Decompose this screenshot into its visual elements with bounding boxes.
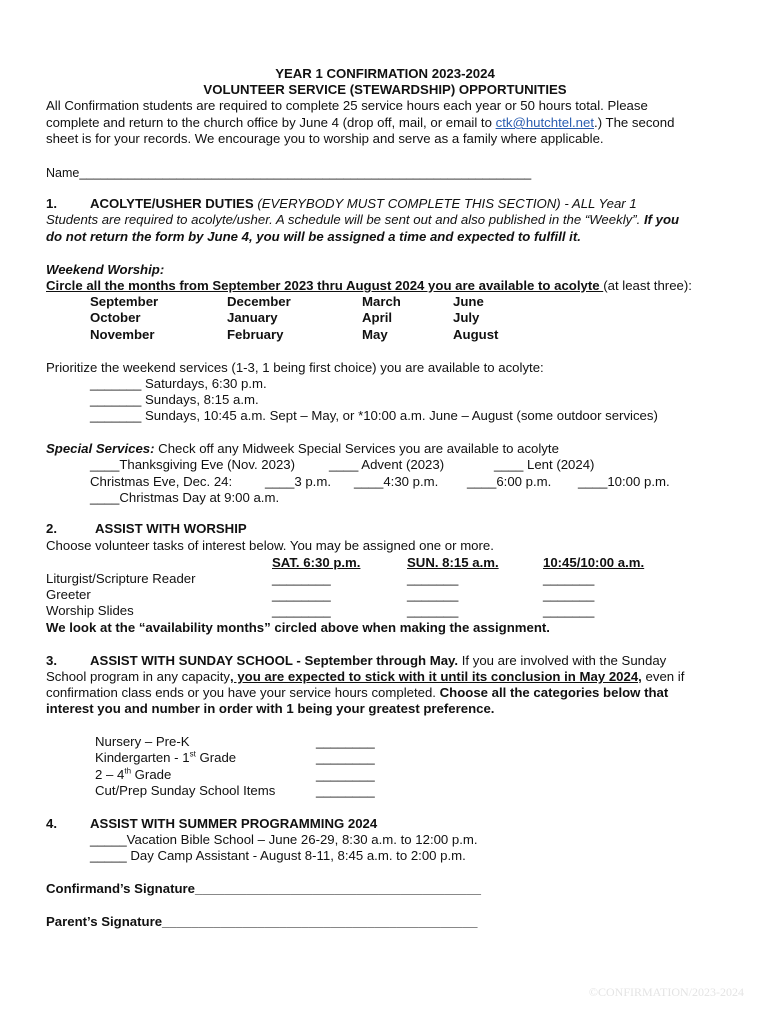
- section-1-note: (EVERYBODY MUST COMPLETE THIS SECTION) - ALL Year 1: [253, 196, 637, 211]
- blank-greeter-sun815[interactable]: _______: [407, 587, 459, 602]
- special-services-label: Special Services:: [46, 441, 155, 456]
- ss-blank-kindergarten[interactable]: ________: [316, 750, 375, 765]
- special-advent[interactable]: ____ Advent (2023): [329, 457, 445, 472]
- circle-months-text: Circle all the months from September 2023 thru August 2024 you are available to acolyte: [46, 278, 604, 293]
- task-worship-slides: Worship Slides: [46, 603, 134, 618]
- christmas-eve-label: Christmas Eve, Dec. 24:: [90, 474, 233, 489]
- special-services-instruction: [46, 441, 559, 457]
- intro-line-2-text: complete and return to the church office by June 4 (drop off, mail, or email to: [46, 115, 496, 130]
- section-3-line-3: [46, 685, 668, 701]
- section-3-number: 3.: [46, 653, 57, 668]
- column-sun-815: SUN. 8:15 a.m.: [407, 555, 499, 570]
- section-4-heading: ASSIST WITH SUMMER PROGRAMMING 2024: [90, 816, 378, 831]
- intro-line-2: [46, 115, 674, 131]
- month-march[interactable]: March: [362, 294, 401, 309]
- section-3-line-2-post: even if: [641, 669, 685, 684]
- section-2-number: 2.: [46, 521, 57, 536]
- ss-item-cut-prep: [95, 783, 275, 799]
- ss-item-grade-2-4: [95, 767, 171, 783]
- month-november[interactable]: November: [90, 327, 155, 342]
- section-3-line-2-pre: School program in any capacity: [46, 669, 230, 684]
- circle-months-instruction: [46, 278, 692, 294]
- section-3-line-4: interest you and number in order with 1 being your greatest preference.: [46, 701, 495, 716]
- section-1-line-2-text: Students are required to acolyte/usher. A schedule will be sent out and also published in the “Weekly”.: [46, 212, 644, 227]
- ss-item-cut-prep-label: Cut/Prep Sunday School Items: [95, 783, 276, 798]
- parent-signature-field[interactable]: Parent’s Signature___________________________________________: [46, 914, 478, 929]
- section-1-title: ACOLYTE/USHER DUTIES: [90, 196, 254, 211]
- task-liturgist: Liturgist/Scripture Reader: [46, 571, 196, 586]
- month-september[interactable]: September: [90, 294, 159, 309]
- section-2-heading: ASSIST WITH WORSHIP: [95, 521, 247, 536]
- special-christmas-day[interactable]: ____Christmas Day at 9:00 a.m.: [90, 490, 280, 505]
- section-1-line-3: do not return the form by June 4, you will be assigned a time and expected to fulfill it.: [46, 229, 581, 244]
- ss-blank-cut-prep[interactable]: ________: [316, 783, 375, 798]
- christmas-eve-3pm[interactable]: ____3 p.m.: [265, 474, 331, 489]
- summer-day-camp[interactable]: _____ Day Camp Assistant - August 8-11, 8:45 a.m. to 2:00 p.m.: [90, 848, 466, 863]
- month-december[interactable]: December: [227, 294, 291, 309]
- blank-slides-sun815[interactable]: _______: [407, 603, 459, 618]
- section-2-note: We look at the “availability months” circled above when making the assignment.: [46, 620, 550, 635]
- month-october[interactable]: October: [90, 310, 141, 325]
- section-4-number: 4.: [46, 816, 57, 831]
- blank-slides-sat[interactable]: ________: [272, 603, 331, 618]
- weekend-worship-label: Weekend Worship:: [46, 262, 165, 277]
- section-1-line-2-bold: If you: [643, 212, 680, 227]
- summer-vbs[interactable]: _____Vacation Bible School – June 26-29, 8:30 a.m. to 12:00 p.m.: [90, 832, 478, 847]
- footer-copyright: ©CONFIRMATION/2023-2024: [588, 985, 744, 999]
- ss-item-nursery-label: Nursery – Pre-K: [95, 734, 190, 749]
- month-january[interactable]: January: [227, 310, 278, 325]
- ss-item-kindergarten-sup: st: [189, 749, 196, 759]
- christmas-eve-6pm[interactable]: ____6:00 p.m.: [467, 474, 552, 489]
- email-link[interactable]: ctk@hutchtel.net: [495, 115, 595, 130]
- month-july[interactable]: July: [453, 310, 480, 325]
- ss-item-kindergarten: [95, 750, 236, 766]
- ss-item-grade-2-4-suffix: Grade: [131, 767, 172, 782]
- task-greeter: Greeter: [46, 587, 91, 602]
- section-1-heading: [90, 196, 637, 212]
- month-may[interactable]: May: [362, 327, 388, 342]
- section-3-heading: ASSIST WITH SUNDAY SCHOOL - September through May.: [90, 653, 459, 668]
- section-1-number: 1.: [46, 196, 57, 211]
- section-3-line-2: [46, 669, 684, 685]
- prioritize-instruction: Prioritize the weekend services (1-3, 1 being first choice) you are available to acolyte:: [46, 360, 544, 375]
- column-sat-630: SAT. 6:30 p.m.: [272, 555, 361, 570]
- blank-liturgist-sun815[interactable]: _______: [407, 571, 459, 586]
- blank-slides-sun1045[interactable]: _______: [543, 603, 595, 618]
- section-2-intro: Choose volunteer tasks of interest below. You may be assigned one or more.: [46, 538, 494, 553]
- ss-item-kindergarten-label: Kindergarten - 1: [95, 750, 190, 765]
- form-subtitle: VOLUNTEER SERVICE (STEWARDSHIP) OPPORTUNITIES: [203, 82, 567, 97]
- blank-liturgist-sat[interactable]: ________: [272, 571, 331, 586]
- month-april[interactable]: April: [362, 310, 393, 325]
- form-title: YEAR 1 CONFIRMATION 2023-2024: [275, 66, 495, 81]
- blank-greeter-sun1045[interactable]: _______: [543, 587, 595, 602]
- confirmand-signature-field[interactable]: Confirmand’s Signature_______________________________________: [46, 881, 482, 896]
- ss-item-kindergarten-suffix: Grade: [195, 750, 237, 765]
- ss-item-grade-2-4-sup: th: [124, 766, 132, 776]
- service-saturday[interactable]: _______ Saturdays, 6:30 p.m.: [90, 376, 267, 391]
- section-3-line-1: [90, 653, 666, 669]
- month-august[interactable]: August: [453, 327, 499, 342]
- service-sunday-815[interactable]: _______ Sundays, 8:15 a.m.: [90, 392, 259, 407]
- intro-line-2-end: .) The second: [594, 115, 675, 130]
- circle-months-note: (at least three):: [603, 278, 692, 293]
- special-lent[interactable]: ____ Lent (2024): [494, 457, 595, 472]
- month-june[interactable]: June: [453, 294, 484, 309]
- blank-liturgist-sun1045[interactable]: _______: [543, 571, 595, 586]
- section-3-line-1-rest: If you are involved with the Sunday: [458, 653, 667, 668]
- name-field[interactable]: Name_________________________________________________________________: [46, 166, 532, 180]
- intro-line-3: sheet is for your records. We encourage you to worship and serve as a family where applicable.: [46, 131, 604, 146]
- christmas-eve-10pm[interactable]: ____10:00 p.m.: [578, 474, 670, 489]
- section-3-line-3-pre: confirmation class ends or you have your service hours completed.: [46, 685, 440, 700]
- section-1-line-2: [46, 212, 679, 228]
- special-services-text: Check off any Midweek Special Services you are available to acolyte: [154, 441, 559, 456]
- column-1045-1000: 10:45/10:00 a.m.: [543, 555, 645, 570]
- ss-item-grade-2-4-label: 2 – 4: [95, 767, 125, 782]
- blank-greeter-sat[interactable]: ________: [272, 587, 331, 602]
- ss-blank-grade-2-4[interactable]: ________: [316, 767, 375, 782]
- special-thanksgiving[interactable]: ____Thanksgiving Eve (Nov. 2023): [90, 457, 296, 472]
- section-3-line-3-bold: Choose all the categories below that: [439, 685, 669, 700]
- ss-item-nursery: [95, 734, 190, 750]
- ss-blank-nursery[interactable]: ________: [316, 734, 375, 749]
- section-3-line-2-emphasis: , you are expected to stick with it until its conclusion in May 2024,: [230, 669, 642, 684]
- service-sunday-1045[interactable]: _______ Sundays, 10:45 a.m. Sept – May, or *10:00 a.m. June – August (some outdoor services): [90, 408, 658, 423]
- month-february[interactable]: February: [227, 327, 284, 342]
- christmas-eve-430pm[interactable]: ____4:30 p.m.: [354, 474, 439, 489]
- intro-line-1: All Confirmation students are required to complete 25 service hours each year or 50 hours total. Please: [46, 98, 648, 113]
